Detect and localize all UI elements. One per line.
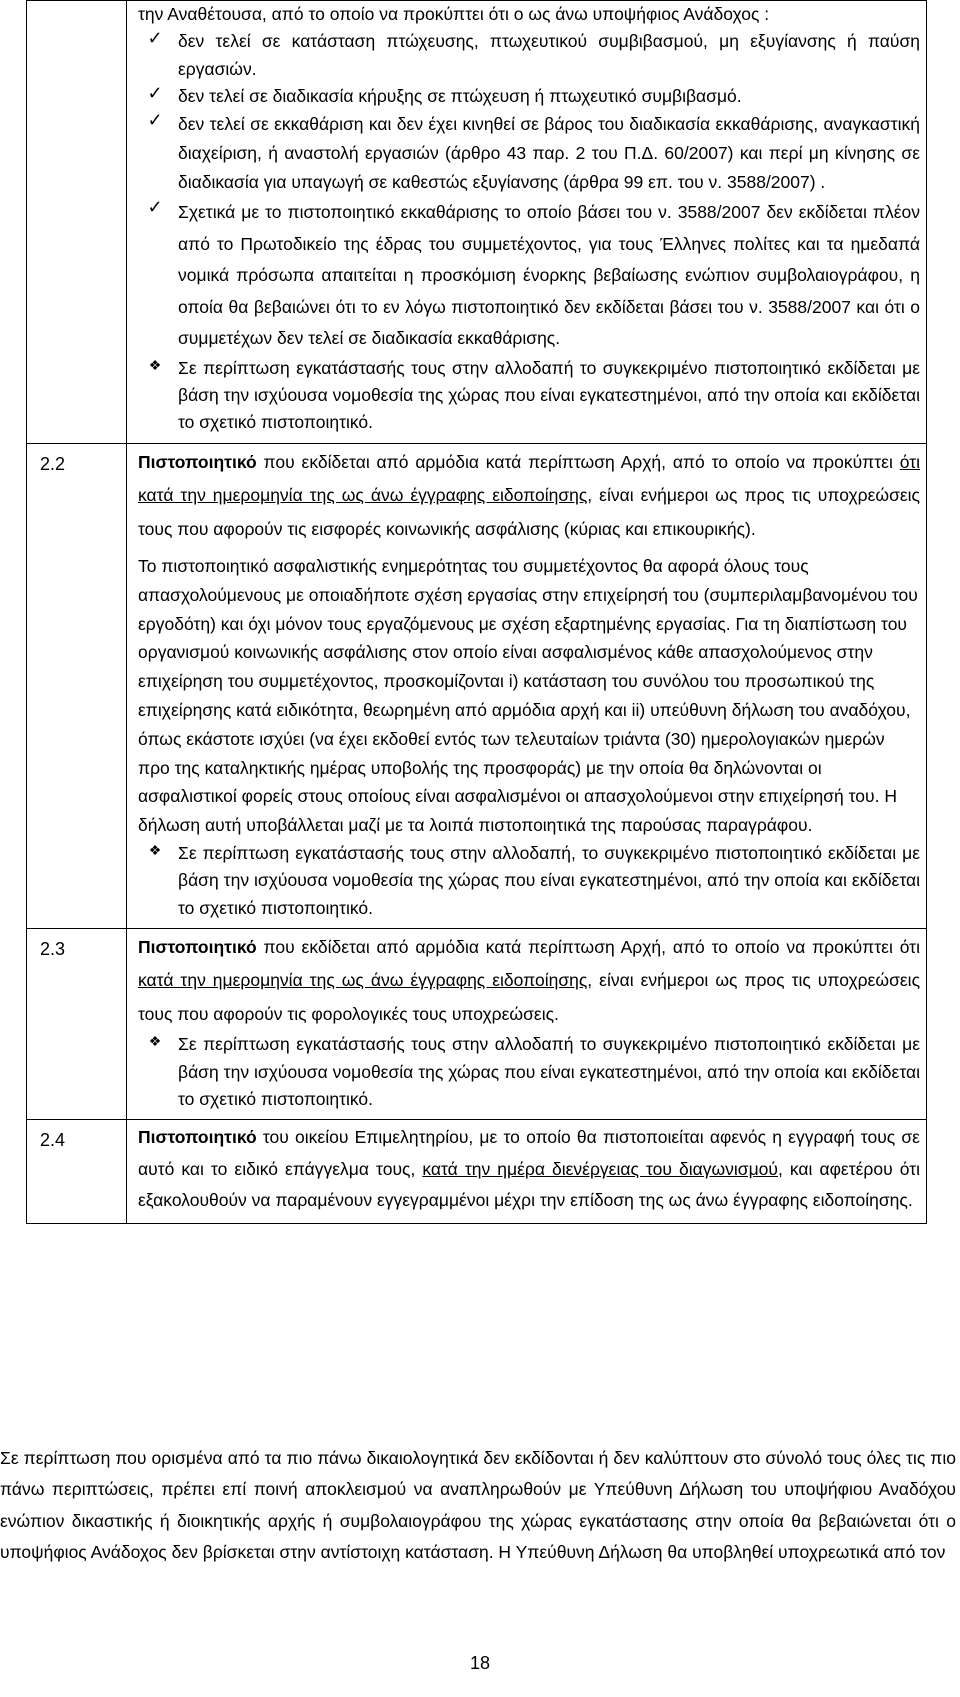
list-item xyxy=(148,1031,920,1113)
section-number-cell xyxy=(27,1,127,444)
closing-paragraph-block xyxy=(0,1443,956,1568)
list-item xyxy=(148,840,920,922)
list-item xyxy=(147,110,920,197)
text-span: , είναι ενήμεροι ως προς τις υποχρεώσεις τους που αφορούν τις εισφορές κοινωνικής ασφάλισης (κύριας και επικουρικής). xyxy=(138,485,920,539)
section-number-cell xyxy=(27,443,127,928)
table-row xyxy=(27,1120,927,1224)
section-body-cell xyxy=(127,928,927,1119)
list-item-text: δεν τελεί σε εκκαθάριση και δεν έχει κινηθεί σε βάρος του διαδικασία εκκαθάρισης, αναγκαστική διαχείριση, ή αναστολή εργασιών (άρθρο 43 παρ. 2 του Π.Δ. 60/2007) και περί μη κίνησης σε διαδικασία για υπαγωγή σε καθεστώς εξυγίανσης (άρθρα 99 επ. του ν. 3588/2007) . xyxy=(178,114,920,193)
section-paragraph xyxy=(138,444,920,547)
list-item xyxy=(147,28,920,83)
checkmark-icon: ✓ xyxy=(147,110,163,131)
diamond-bullet-icon: ❖ xyxy=(148,842,162,859)
diamond-bullet-icon: ❖ xyxy=(148,1033,162,1050)
table-row xyxy=(27,443,927,928)
section-number-cell xyxy=(27,1120,127,1224)
section-intro: την Αναθέτουσα, από το οποίο να προκύπτει ότι ο ως άνω υποψήφιος Ανάδοχος : xyxy=(138,4,770,24)
list-item-text: Σε περίπτωση εγκατάστασής τους στην αλλοδαπή, το συγκεκριμένο πιστοποιητικό εκδίδεται με βάση την ισχύουσα νομοθεσία της χώρας που είναι εγκατεστημένοι, από την οποία και εκδίδεται το σχετικό πιστοποιητικό. xyxy=(178,843,920,918)
section-number: 2.4 xyxy=(40,1130,66,1151)
underlined-text: ότι κατά την ημερομηνία της ως άνω έγγραφης ειδοποίησης xyxy=(138,451,920,506)
section-number: 2.2 xyxy=(40,453,66,474)
underlined-text: κατά την ημερομηνία της ως άνω έγγραφης ειδοποίησης, xyxy=(138,970,593,991)
list-item-text: Σε περίπτωση εγκατάστασής τους στην αλλοδαπή το συγκεκριμένο πιστοποιητικό εκδίδεται με βάση την ισχύουσα νομοθεσία της χώρας που είναι εγκατεστημένοι, από την οποία και εκδίδεται το σχετικό πιστοποιητικό. xyxy=(178,357,920,433)
table-row xyxy=(27,928,927,1119)
text-span: είναι ενήμεροι ως προς τις υποχρεώσεις τους που αφορούν τις φορολογικές τους υποχρεώσεις. xyxy=(138,970,920,1024)
section-body-cell xyxy=(127,443,927,928)
table-row xyxy=(27,1,927,444)
list-item-text: δεν τελεί σε διαδικασία κήρυξης σε πτώχευση ή πτωχευτικό συμβιβασμό. xyxy=(178,85,742,106)
text-span: που εκδίδεται από αρμόδια κατά περίπτωση Αρχή, από το οποίο να προκύπτει xyxy=(256,451,900,472)
checkmark-icon: ✓ xyxy=(147,28,163,49)
checkmark-icon: ✓ xyxy=(147,197,163,218)
underlined-text: κατά την ημέρα διενέργειας του διαγωνισμού, xyxy=(422,1158,783,1179)
list-item xyxy=(147,197,920,355)
list-item-text: Σχετικά με το πιστοποιητικό εκκαθάρισης το οποίο βάσει του ν. 3588/2007 δεν εκδίδεται πλέον από το Πρωτοδικείο της έδρας του συμμετέχοντος, για τους Έλληνες πολίτες και τα ημεδαπά νομικά πρόσωπα απαιτείται η προσκόμιση ένορκης βεβαίωσης ενώπιον συμβολαιογράφου, η οποία θα βεβαιώνει ότι το εν λόγω πιστοποιητικό δεν εκδίδεται βάσει του ν. 3588/2007 και ότι ο συμμετέχων δεν τελεί σε διαδικασία εκκαθάρισης. xyxy=(178,202,920,349)
checkmark-icon: ✓ xyxy=(147,82,163,103)
section-body-cell xyxy=(127,1120,927,1224)
section-body-cell xyxy=(127,1,927,444)
list-item-text: Σε περίπτωση εγκατάστασής τους στην αλλοδαπή το συγκεκριμένο πιστοποιητικό εκδίδεται με βάση την ισχύουσα νομοθεσία της χώρας που είναι εγκατεστημένοι, από την οποία και εκδίδεται το σχετικό πιστοποιητικό. xyxy=(178,1034,920,1110)
section-paragraph xyxy=(138,929,920,1032)
text-span: και αφετέρου ότι εξακολουθούν να παραμένουν εγγεγραμμένοι μέχρι την επίδοση της ως άνω έγγραφης ειδοποίησης. xyxy=(138,1158,921,1211)
diamond-bullet-icon: ❖ xyxy=(148,356,162,373)
list-item xyxy=(148,355,920,437)
section-number: 2.3 xyxy=(40,938,66,959)
requirements-table xyxy=(26,0,927,1224)
text-span: του οικείου Επιμελητηρίου, με το οποίο θα πιστοποιείται αφενός η εγγραφή τους σε αυτό και το ειδικό επάγγελμα τους, xyxy=(138,1127,920,1179)
closing-paragraph: Σε περίπτωση που ορισμένα από τα πιο πάνω δικαιολογητικά δεν εκδίδονται ή δεν καλύπτουν στο σύνολό τους όλες τις πιο πάνω περιπτώσεις, πρέπει επί ποινή αποκλεισμού να αναπληρωθούν με Υπεύθυνη Δήλωση του υποψήφιου Αναδόχου ενώπιον δικαστικής ή διοικητικής αρχής ή συμβολαιογράφου της χώρας εγκατάστασης στην οποία θα βεβαιώνεται ότι ο υποψήφιος Ανάδοχος δεν βρίσκεται στην αντίστοιχη κατάσταση. Η Υπεύθυνη Δήλωση θα υποβληθεί υποχρεωτικά από τον xyxy=(0,1448,956,1562)
section-paragraph xyxy=(138,1120,920,1217)
section-number-cell xyxy=(27,928,127,1119)
list-item xyxy=(147,82,920,110)
text-span: που εκδίδεται από αρμόδια κατά περίπτωση Αρχή, από το οποίο να προκύπτει ότι xyxy=(256,936,920,957)
section-heading-bold: Πιστοποιητικό xyxy=(138,936,257,957)
page-number: 18 xyxy=(469,1653,491,1673)
section-heading-bold: Πιστοποιητικό xyxy=(138,1127,257,1148)
section-paragraph: Το πιστοποιητικό ασφαλιστικής ενημερότητας του συμμετέχοντος θα αφορά όλους τους απασχολούμενους με οποιαδήποτε σχέση εργασίας στην επιχείρησή του (συμπεριλαμβανομένου του εργοδότη) και όχι μόνον τους εργαζόμενους με σχέση εξαρτημένης εργασίας. Για τη διαπίστωση του οργανισμού κοινωνικής ασφάλισης στον οποίο είναι ασφαλισμένος κάθε απασχολούμενος στην επιχείρηση του συμμετέχοντος, προσκομίζονται i) κατάσταση του συνόλου του προσωπικού της επιχείρησης κατά ειδικότητα, θεωρημένη από αρμόδια αρχή και ii) υπεύθυνη δήλωση του αναδόχου, όπως εκάστοτε ισχύει (να έχει εκδοθεί εντός των τελευταίων τριάντα (30) ημερολογιακών ημερών προ της καταληκτικής ημέρας υποβολής της προσφοράς) με την οποία θα δηλώνονται οι ασφαλιστικοί φορείς στους οποίους είναι ασφαλισμένοι οι απασχολούμενοι στην επιχείρησή του. Η δήλωση αυτή υποβάλλεται μαζί με τα λοιπά πιστοποιητικά της παρούσας παραγράφου. xyxy=(138,556,918,836)
section-heading-bold: Πιστοποιητικό xyxy=(138,451,257,472)
list-item-text: δεν τελεί σε κατάσταση πτώχευσης, πτωχευτικού συμβιβασμού, μη εξυγίανσης ή παύση εργασιών. xyxy=(178,31,920,79)
